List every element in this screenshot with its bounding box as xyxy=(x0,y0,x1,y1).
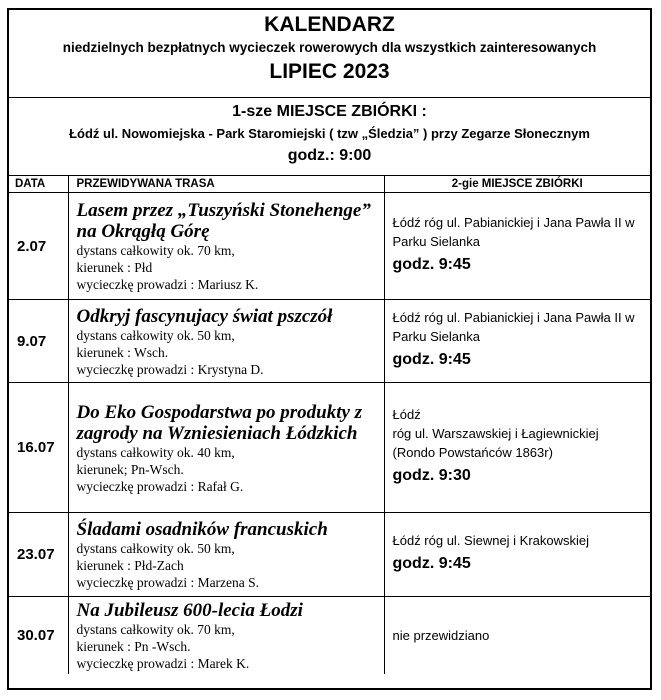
table-header-row xyxy=(9,176,650,193)
trips-table xyxy=(9,176,650,674)
second-meeting-cell xyxy=(384,513,650,597)
table-row xyxy=(9,383,650,513)
second-meeting-place: Łódź róg ul. Pabianickiej i Jana Pawła II w Parku Sielanka xyxy=(392,215,635,249)
table-row xyxy=(9,513,650,597)
trip-direction: kierunek : Płd xyxy=(76,260,153,275)
second-meeting-cell xyxy=(384,597,650,675)
second-meeting-place: Łódź róg ul. Pabianickiej i Jana Pawła II w Parku Sielanka xyxy=(392,310,635,344)
trip-date: 23.07 xyxy=(9,513,68,597)
trip-direction: kierunek; Pn-Wsch. xyxy=(76,461,184,477)
trip-route xyxy=(68,597,384,675)
second-meeting-cell xyxy=(384,300,650,383)
trip-leader: wycieczkę prowadzi : Marek K. xyxy=(76,656,250,671)
header-date: DATA xyxy=(9,176,68,193)
trip-title: Śladami osadników francuskich xyxy=(76,519,328,540)
trip-route xyxy=(68,513,384,597)
calendar-title: KALENDARZ xyxy=(264,13,395,36)
trip-date: 16.07 xyxy=(9,383,68,513)
second-meeting-place-street: róg ul. Warszawskiej i Łagiewnickiej xyxy=(392,426,599,441)
second-meeting-cell xyxy=(384,383,650,513)
trip-route xyxy=(68,193,384,300)
header-route: PRZEWIDYWANA TRASA xyxy=(68,176,384,193)
first-meeting-place: Łódź ul. Nowomiejska - Park Staromiejski ( tzw „Śledzia” ) przy Zegarze Słonecznym xyxy=(69,126,590,141)
second-meeting-time: godz. 9:45 xyxy=(392,256,471,273)
table-row xyxy=(9,300,650,383)
calendar-header xyxy=(9,10,650,98)
trip-direction: kierunek : Pn -Wsch. xyxy=(76,639,191,654)
calendar-subtitle: niedzielnych bezpłatnych wycieczek rowerowych dla wszystkich zainteresowanych xyxy=(62,40,597,55)
second-meeting-place: Łódź róg ul. Siewnej i Krakowskiej xyxy=(392,533,590,548)
trip-distance: dystans całkowity ok. 50 km, xyxy=(76,327,235,343)
trip-leader: wycieczkę prowadzi : Mariusz K. xyxy=(76,277,259,292)
trip-title: Odkryj fascynujacy świat pszczół xyxy=(76,305,333,327)
trip-leader: wycieczkę prowadzi : Rafał G. xyxy=(76,478,244,494)
calendar-month: LIPIEC 2023 xyxy=(269,60,390,83)
trip-distance: dystans całkowity ok. 70 km, xyxy=(76,243,235,258)
trip-title: Lasem przez „Tuszyński Stonehenge” na Okrągłą Górę xyxy=(76,200,371,242)
second-meeting-place-note: (Rondo Powstańców 1863r) xyxy=(392,445,553,460)
trip-direction: kierunek : Wsch. xyxy=(76,344,169,360)
trip-distance: dystans całkowity ok. 50 km, xyxy=(76,541,235,556)
trip-distance: dystans całkowity ok. 70 km, xyxy=(76,622,235,637)
first-meeting-title: 1-sze MIEJSCE ZBIÓRKI : xyxy=(232,103,427,120)
trip-distance: dystans całkowity ok. 40 km, xyxy=(76,444,235,460)
trip-route xyxy=(68,300,384,383)
trip-date: 30.07 xyxy=(9,597,68,675)
trip-route xyxy=(68,383,384,513)
trip-leader: wycieczkę prowadzi : Marzena S. xyxy=(76,575,260,590)
trip-title: Do Eko Gospodarstwa po produkty z zagrody na Wzniesieniach Łódzkich xyxy=(76,401,363,444)
trip-leader: wycieczkę prowadzi : Krystyna D. xyxy=(76,361,264,377)
second-meeting-time: godz. 9:45 xyxy=(392,351,471,368)
header-second-meeting: 2-gie MIEJSCE ZBIÓRKI xyxy=(384,176,650,193)
table-row xyxy=(9,193,650,300)
trip-date: 9.07 xyxy=(9,300,68,383)
table-row xyxy=(9,597,650,675)
second-meeting-place: nie przewidziano xyxy=(392,628,490,643)
second-meeting-time: godz. 9:45 xyxy=(392,555,471,572)
second-meeting-time: godz. 9:30 xyxy=(392,467,471,484)
second-meeting-place-city: Łódź xyxy=(392,407,421,422)
first-meeting-time: godz.: 9:00 xyxy=(287,147,372,164)
calendar-sheet xyxy=(7,8,652,690)
second-meeting-cell xyxy=(384,193,650,300)
trip-date: 2.07 xyxy=(9,193,68,300)
trip-direction: kierunek : Płd-Zach xyxy=(76,558,184,573)
first-meeting-section xyxy=(9,98,650,176)
trip-title: Na Jubileusz 600-lecia Łodzi xyxy=(76,600,303,621)
